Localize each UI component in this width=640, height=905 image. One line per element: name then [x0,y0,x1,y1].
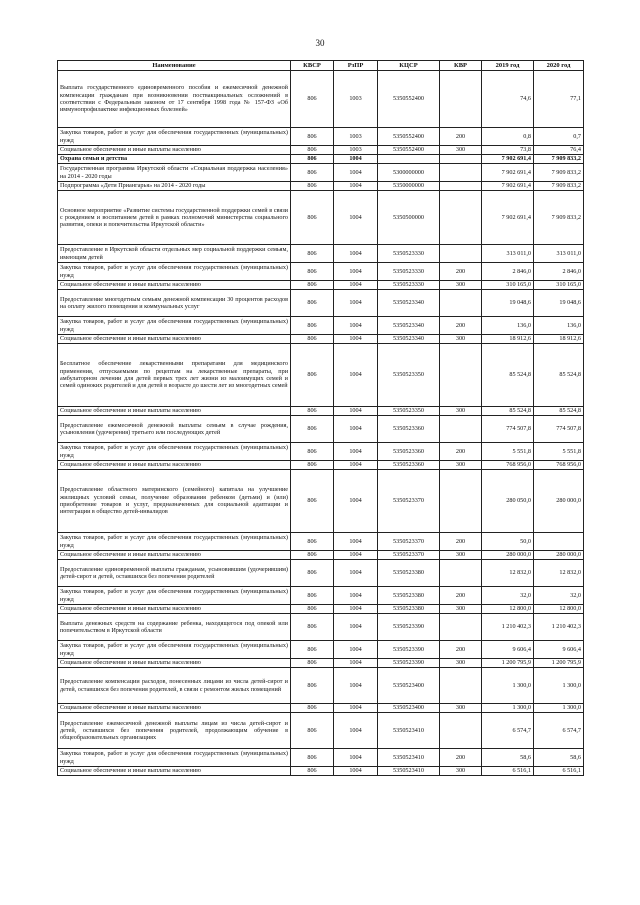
cell-kvsr: 806 [291,155,334,164]
table-row [58,344,584,407]
cell-2020: 7 909 833,2 [534,191,584,245]
cell-kcsr: 5350523340 [378,317,440,335]
table-row [58,641,584,659]
cell-kvr: 200 [440,749,482,767]
cell-kcsr: 5350523370 [378,533,440,551]
cell-2019: 74,6 [482,71,534,128]
cell-name: Социальное обеспечение и иные выплаты населению [58,461,291,470]
cell-kvsr: 806 [291,668,334,704]
cell-kvsr: 806 [291,263,334,281]
cell-kcsr [378,155,440,164]
cell-2020: 6 574,7 [534,713,584,749]
cell-2019: 1 210 402,3 [482,614,534,641]
cell-2020: 2 846,0 [534,263,584,281]
cell-kvsr: 806 [291,704,334,713]
cell-kvsr: 806 [291,560,334,587]
cell-kcsr: 5350523400 [378,704,440,713]
cell-rzpr: 1004 [334,461,378,470]
cell-kvsr: 806 [291,659,334,668]
cell-rzpr: 1003 [334,71,378,128]
cell-2019: 1 200 795,9 [482,659,534,668]
table-row [58,146,584,155]
cell-kcsr: 5350523340 [378,290,440,317]
cell-kvr: 200 [440,128,482,146]
cell-kvsr: 806 [291,416,334,443]
table-row [58,551,584,560]
cell-kcsr: 5350523410 [378,767,440,776]
header-year-2020: 2020 год [534,61,584,71]
cell-rzpr: 1004 [334,713,378,749]
cell-kcsr: 5350523350 [378,344,440,407]
cell-kvr [440,182,482,191]
cell-rzpr: 1003 [334,146,378,155]
cell-rzpr: 1004 [334,155,378,164]
cell-name: Предоставление многодетным семьям денежной компенсации 30 процентов расходов на оплату жилого помещения и коммунальных услуг [58,290,291,317]
cell-kvr: 300 [440,407,482,416]
cell-2020: 7 909 833,2 [534,164,584,182]
budget-table [57,60,584,776]
cell-rzpr: 1004 [334,767,378,776]
cell-name: Социальное обеспечение и иные выплаты населению [58,659,291,668]
cell-2020: 5 551,8 [534,443,584,461]
cell-rzpr: 1004 [334,668,378,704]
cell-rzpr: 1004 [334,335,378,344]
cell-2019: 1 300,0 [482,668,534,704]
cell-2020: 310 165,0 [534,281,584,290]
cell-rzpr: 1004 [334,290,378,317]
cell-name: Подпрограмма «Дети Приангарья» на 2014 - 2020 годы [58,182,291,191]
cell-2020: 1 300,0 [534,668,584,704]
cell-kvsr: 806 [291,71,334,128]
cell-kvsr: 806 [291,587,334,605]
cell-kvsr: 806 [291,443,334,461]
cell-kvr [440,290,482,317]
cell-2019: 85 524,8 [482,344,534,407]
cell-kvr: 300 [440,659,482,668]
cell-2020 [534,533,584,551]
table-header-row [58,61,584,71]
cell-kcsr: 5350523380 [378,605,440,614]
table-row [58,470,584,533]
cell-kcsr: 5350523370 [378,551,440,560]
cell-kcsr: 5350523330 [378,245,440,263]
cell-name: Закупка товаров, работ и услуг для обеспечения государственных (муниципальных) нужд [58,317,291,335]
cell-kvsr: 806 [291,164,334,182]
header-name: Наименование [58,61,291,71]
cell-kcsr: 5350552400 [378,128,440,146]
cell-kcsr: 5350000000 [378,182,440,191]
cell-kvr: 200 [440,533,482,551]
cell-kcsr: 5350523330 [378,263,440,281]
cell-kvsr: 806 [291,713,334,749]
header-kvr: КВР [440,61,482,71]
cell-kcsr: 5350523390 [378,614,440,641]
cell-name: Государственная программа Иркутской области «Социальная поддержка населения» на 2014 - 2020 годы [58,164,291,182]
cell-2020: 1 210 402,3 [534,614,584,641]
header-kcsr: КЦСР [378,61,440,71]
cell-kcsr: 5350523390 [378,659,440,668]
cell-kvsr: 806 [291,749,334,767]
cell-2019: 50,0 [482,533,534,551]
cell-2019: 2 846,0 [482,263,534,281]
cell-kvsr: 806 [291,146,334,155]
cell-kvsr: 806 [291,245,334,263]
cell-2019: 280 000,0 [482,551,534,560]
cell-2019: 7 902 691,4 [482,164,534,182]
cell-2020: 313 011,0 [534,245,584,263]
cell-rzpr: 1004 [334,182,378,191]
cell-kvr: 200 [440,587,482,605]
table-row [58,281,584,290]
cell-kcsr: 5350523360 [378,416,440,443]
table-row [58,533,584,551]
cell-kvr [440,560,482,587]
cell-rzpr: 1004 [334,704,378,713]
cell-kvsr: 806 [291,461,334,470]
cell-2020: 77,1 [534,71,584,128]
cell-name: Предоставление ежемесячной денежной выплаты семьям в случае рождения, усыновления (удочерения) третьего или последующих детей [58,416,291,443]
cell-name: Социальное обеспечение и иные выплаты населению [58,767,291,776]
cell-rzpr: 1004 [334,587,378,605]
cell-kcsr: 5350523390 [378,641,440,659]
cell-2019: 0,8 [482,128,534,146]
cell-2019: 7 902 691,4 [482,155,534,164]
cell-kcsr: 5350523380 [378,560,440,587]
cell-name: Социальное обеспечение и иные выплаты населению [58,704,291,713]
table-row [58,335,584,344]
cell-kcsr: 5350523410 [378,749,440,767]
table-row [58,659,584,668]
cell-2020: 76,4 [534,146,584,155]
table-row [58,155,584,164]
table-row [58,191,584,245]
cell-kvr: 200 [440,443,482,461]
cell-kvsr: 806 [291,344,334,407]
cell-kvr [440,245,482,263]
cell-rzpr: 1004 [334,605,378,614]
cell-2019: 19 048,6 [482,290,534,317]
table-row [58,407,584,416]
cell-kvr [440,344,482,407]
cell-kvr [440,668,482,704]
cell-rzpr: 1004 [334,407,378,416]
table-row [58,605,584,614]
cell-2019: 280 050,0 [482,470,534,533]
cell-kvr: 300 [440,146,482,155]
cell-2020: 7 909 833,2 [534,182,584,191]
cell-2019: 12 800,0 [482,605,534,614]
cell-name: Закупка товаров, работ и услуг для обеспечения государственных (муниципальных) нужд [58,587,291,605]
table-row [58,416,584,443]
cell-name: Закупка товаров, работ и услуг для обеспечения государственных (муниципальных) нужд [58,749,291,767]
cell-2020: 280 000,0 [534,551,584,560]
cell-kvr [440,416,482,443]
cell-kvsr: 806 [291,335,334,344]
cell-rzpr: 1004 [334,191,378,245]
table-row [58,263,584,281]
cell-kvr [440,713,482,749]
cell-name: Закупка товаров, работ и услуг для обеспечения государственных (муниципальных) нужд [58,533,291,551]
cell-kvr: 300 [440,461,482,470]
table-body [58,71,584,776]
cell-kvr: 200 [440,641,482,659]
cell-2019: 136,0 [482,317,534,335]
cell-2019: 310 165,0 [482,281,534,290]
page-number: 30 [315,38,325,48]
cell-2019: 768 956,0 [482,461,534,470]
cell-name: Охрана семьи и детства [58,155,291,164]
cell-name: Социальное обеспечение и иные выплаты населению [58,335,291,344]
cell-2020: 18 912,6 [534,335,584,344]
cell-rzpr: 1004 [334,416,378,443]
cell-name: Социальное обеспечение и иные выплаты населению [58,605,291,614]
cell-2019: 5 551,8 [482,443,534,461]
cell-kcsr: 5300000000 [378,164,440,182]
table-row [58,443,584,461]
table-row [58,713,584,749]
cell-kvr [440,470,482,533]
cell-kvr [440,614,482,641]
cell-2020: 85 524,8 [534,407,584,416]
cell-kvr: 300 [440,551,482,560]
cell-kcsr: 5350523330 [378,281,440,290]
cell-kcsr: 5350523350 [378,407,440,416]
cell-rzpr: 1004 [334,641,378,659]
table-row [58,587,584,605]
cell-kcsr: 5350523380 [378,587,440,605]
cell-rzpr: 1004 [334,344,378,407]
cell-2020: 7 909 833,2 [534,155,584,164]
cell-name: Выплата денежных средств на содержание ребенка, находящегося под опекой или попечительством в Иркутской области [58,614,291,641]
cell-kvr: 300 [440,281,482,290]
cell-kvsr: 806 [291,533,334,551]
cell-kcsr: 5350523370 [378,470,440,533]
cell-2020: 136,0 [534,317,584,335]
cell-name: Закупка товаров, работ и услуг для обеспечения государственных (муниципальных) нужд [58,128,291,146]
cell-rzpr: 1004 [334,560,378,587]
cell-kvsr: 806 [291,407,334,416]
cell-2019: 7 902 691,4 [482,182,534,191]
cell-kvr [440,191,482,245]
cell-name: Социальное обеспечение и иные выплаты населению [58,407,291,416]
cell-kvsr: 806 [291,290,334,317]
table-row [58,668,584,704]
cell-2020: 58,6 [534,749,584,767]
table-row [58,290,584,317]
cell-2020: 19 048,6 [534,290,584,317]
cell-kvsr: 806 [291,128,334,146]
cell-kvsr: 806 [291,470,334,533]
cell-rzpr: 1004 [334,749,378,767]
cell-2019: 313 011,0 [482,245,534,263]
cell-kvr: 300 [440,335,482,344]
cell-2019: 774 507,8 [482,416,534,443]
cell-2019: 85 524,8 [482,407,534,416]
cell-kvr: 300 [440,767,482,776]
cell-2020: 85 524,8 [534,344,584,407]
table-row [58,767,584,776]
cell-kvr: 300 [440,704,482,713]
cell-kvr: 200 [440,317,482,335]
cell-2020: 1 300,0 [534,704,584,713]
header-rzpr: РзПР [334,61,378,71]
cell-kcsr: 5350523400 [378,668,440,704]
cell-2019: 73,8 [482,146,534,155]
cell-name: Закупка товаров, работ и услуг для обеспечения государственных (муниципальных) нужд [58,263,291,281]
cell-2019: 58,6 [482,749,534,767]
table-row [58,128,584,146]
cell-rzpr: 1004 [334,533,378,551]
cell-kcsr: 5350523360 [378,461,440,470]
cell-2019: 1 300,0 [482,704,534,713]
cell-rzpr: 1004 [334,263,378,281]
cell-kvsr: 806 [291,551,334,560]
cell-rzpr: 1004 [334,245,378,263]
cell-rzpr: 1004 [334,551,378,560]
cell-name: Закупка товаров, работ и услуг для обеспечения государственных (муниципальных) нужд [58,641,291,659]
cell-2020: 1 200 795,9 [534,659,584,668]
cell-kvsr: 806 [291,281,334,290]
cell-2020: 12 800,0 [534,605,584,614]
cell-name: Выплата государственного единовременного пособия и ежемесячной денежной компенсации гражданам при возникновении поствакцинальных осложнений в соответствии с Федеральным законом от 17 сентября 1998 года № 157-ФЗ «Об иммунопрофилактике инфекционных болезней» [58,71,291,128]
cell-rzpr: 1003 [334,128,378,146]
cell-kvsr: 806 [291,605,334,614]
cell-kcsr: 5350523360 [378,443,440,461]
cell-kvsr: 806 [291,191,334,245]
cell-name: Предоставление ежемесячной денежной выплаты лицам из числа детей-сирот и детей, оставшихся без попечения родителей, продолжающим обучение в общеобразовательных организациях [58,713,291,749]
cell-rzpr: 1004 [334,164,378,182]
cell-name: Предоставление в Иркутской области отдельных мер социальной поддержки семьям, имеющим детей [58,245,291,263]
table-row [58,749,584,767]
cell-2019: 9 606,4 [482,641,534,659]
cell-2020: 9 606,4 [534,641,584,659]
cell-kvr [440,164,482,182]
cell-2019: 12 832,0 [482,560,534,587]
cell-rzpr: 1004 [334,317,378,335]
cell-rzpr: 1004 [334,659,378,668]
cell-name: Социальное обеспечение и иные выплаты населению [58,281,291,290]
cell-2019: 6 574,7 [482,713,534,749]
cell-2020: 6 516,1 [534,767,584,776]
header-year-2019: 2019 год [482,61,534,71]
cell-name: Социальное обеспечение и иные выплаты населению [58,551,291,560]
cell-2019: 7 902 691,4 [482,191,534,245]
cell-kvsr: 806 [291,317,334,335]
cell-kcsr: 5350500000 [378,191,440,245]
table-row [58,245,584,263]
table-row [58,317,584,335]
table-row [58,164,584,182]
cell-name: Закупка товаров, работ и услуг для обеспечения государственных (муниципальных) нужд [58,443,291,461]
cell-rzpr: 1004 [334,470,378,533]
cell-2019: 6 516,1 [482,767,534,776]
header-kvsr: КВСР [291,61,334,71]
cell-kcsr: 5350552400 [378,71,440,128]
cell-kvsr: 806 [291,614,334,641]
cell-name: Бесплатное обеспечение лекарственными препаратами для медицинского применения, отпускаемыми по рецептам на лекарственные препараты, при амбулаторном лечении для детей первых трех лет жизни из малоимущих семей и семей одиноких родителей и для детей в возрасте до шести лет из многодетных семей [58,344,291,407]
cell-kvr: 300 [440,605,482,614]
cell-2019: 32,0 [482,587,534,605]
cell-kvr [440,155,482,164]
cell-name: Основное мероприятие «Развитие системы государственной поддержки семей в связи с рождением и воспитанием детей в рамках полномочий министерства социального развития, опеки и попечительства Иркутской области» [58,191,291,245]
cell-kcsr: 5350523410 [378,713,440,749]
table-row [58,560,584,587]
cell-2020: 280 000,0 [534,470,584,533]
cell-kvsr: 806 [291,182,334,191]
cell-2020: 0,7 [534,128,584,146]
cell-2020: 768 956,0 [534,461,584,470]
cell-name: Предоставление компенсации расходов, понесенных лицами из числа детей-сирот и детей, оставшихся без попечения родителей, в связи с ремонтом жилых помещений [58,668,291,704]
cell-2019: 18 912,6 [482,335,534,344]
cell-2020: 12 832,0 [534,560,584,587]
cell-2020: 32,0 [534,587,584,605]
table-row [58,182,584,191]
cell-rzpr: 1004 [334,614,378,641]
cell-kvr [440,71,482,128]
cell-name: Предоставление областного материнского (семейного) капитала на улучшение жилищных условий семьи, получение образования ребенком (детьми) и (или) приобретение товаров и услуг, предназначенных для социальной адаптации и интеграции в общество детей-инвалидов [58,470,291,533]
cell-2020: 774 507,8 [534,416,584,443]
cell-rzpr: 1004 [334,443,378,461]
cell-kvr: 200 [440,263,482,281]
table-row [58,461,584,470]
cell-kcsr: 5350523340 [378,335,440,344]
table-row [58,71,584,128]
cell-name: Социальное обеспечение и иные выплаты населению [58,146,291,155]
cell-name: Предоставление единовременной выплаты гражданам, усыновившим (удочерившим) детей-сирот и детей, оставшихся без попечения родителей [58,560,291,587]
cell-kcsr: 5350552400 [378,146,440,155]
table-row [58,614,584,641]
table-row [58,704,584,713]
cell-rzpr: 1004 [334,281,378,290]
cell-kvsr: 806 [291,767,334,776]
cell-kvsr: 806 [291,641,334,659]
